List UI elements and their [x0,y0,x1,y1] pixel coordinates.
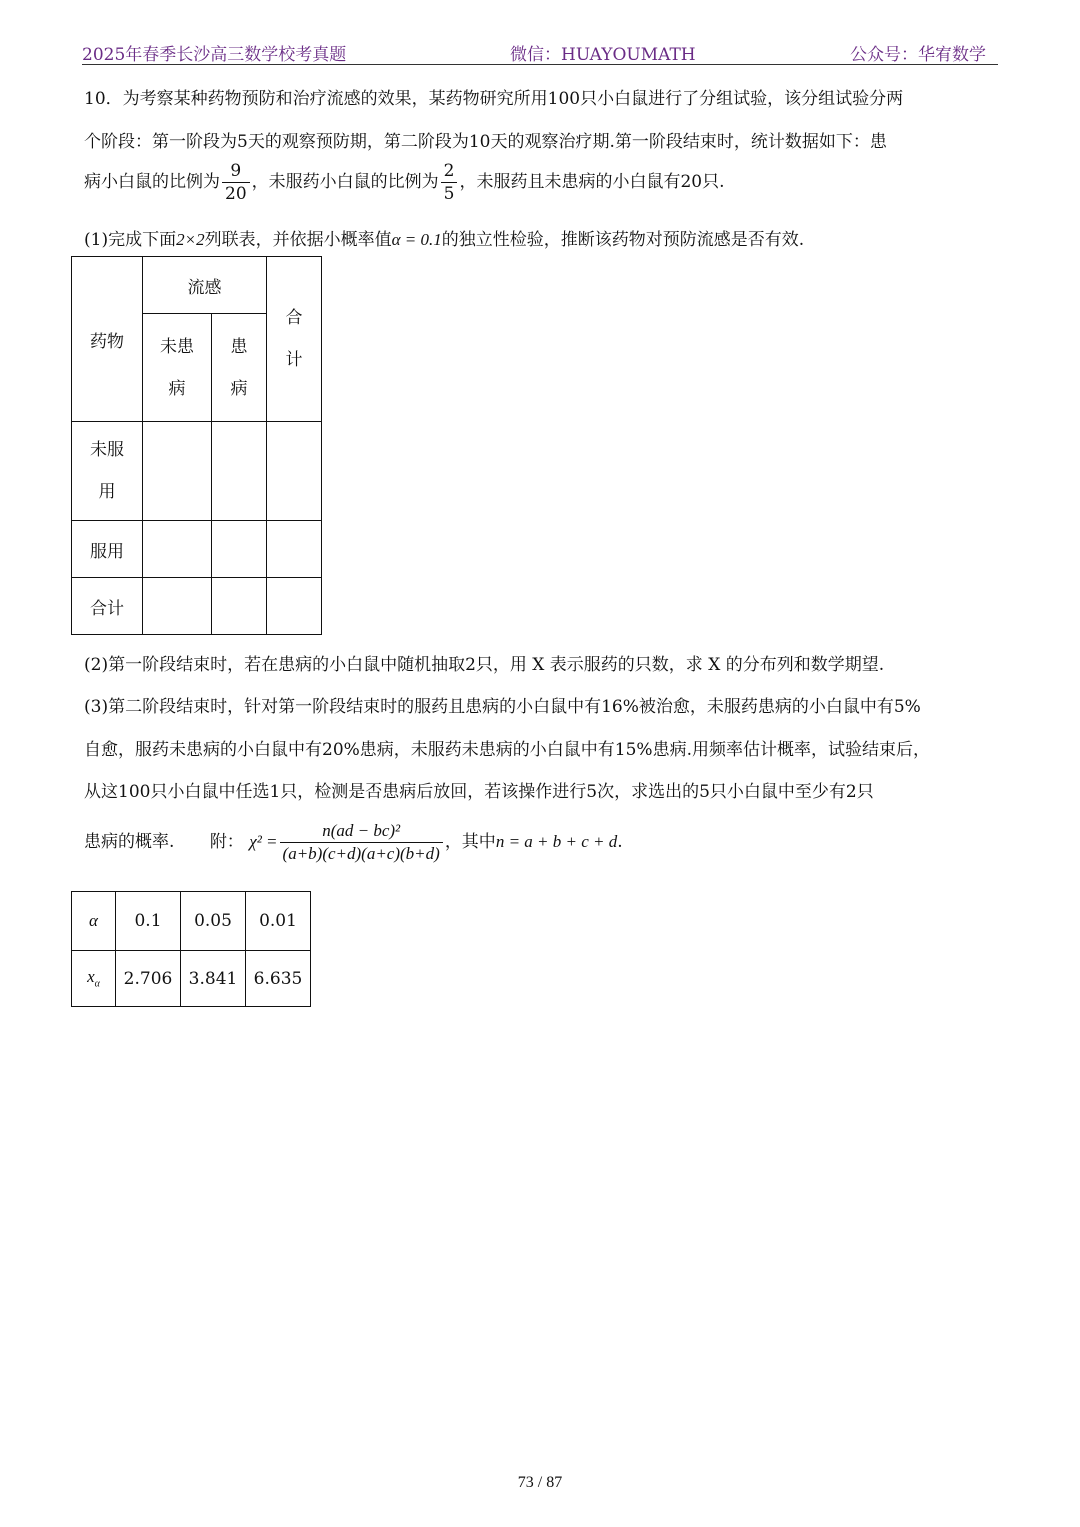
chi-tail-a: ，其中 [444,832,496,852]
cell-row-total: 合计 [72,578,143,635]
alpha-value: 0.01 [246,892,311,951]
critical-value-table [71,891,311,1007]
empty-cell [267,521,322,578]
row1-2: 用 [98,482,116,502]
line3-text-a: 病小白鼠的比例为 [84,172,220,192]
x-subscript: α [94,978,100,990]
part1-text-e: 的独立性检验，推断该药物对预防流感是否有效. [441,230,805,250]
x-label: x [87,967,95,987]
fraction-9-20 [222,160,250,205]
critical-value: 2.706 [116,951,181,1007]
part1-text-a: (1)完成下面 [84,230,177,250]
line3-text-b: ，未服药小白鼠的比例为 [251,172,439,192]
sick-1: 患 [230,336,248,357]
cell-flu: 流感 [143,257,267,314]
chi-denominator: (a+b)(c+d)(a+c)(b+d) [282,844,440,863]
part1-2x2: 2×2 [176,230,205,249]
part3-line-4: 患病的概率. [84,832,175,852]
cell-x-alpha-label [72,951,116,1007]
total-1: 合 [285,308,303,328]
frac1-num: 9 [222,160,250,183]
part1-alpha: α = 0.1 [391,230,442,249]
header-wechat: 微信：HUAYOUMATH [510,45,696,65]
alpha-value: 0.05 [181,892,246,951]
frac1-den: 20 [225,184,247,204]
appendix-label: 附： [209,832,244,852]
header-account: 公众号：华宥数学 [850,45,986,65]
problem-line-3 [84,160,725,205]
header-title: 2025年春季长沙高三数学校考真题 [82,45,347,65]
part-2: (2)第一阶段结束时，若在患病的小白鼠中随机抽取2只，用 X 表示服药的只数，求 X 的分布列和数学期望. [84,655,885,675]
empty-cell [143,578,212,635]
cell-not-sick [143,314,212,422]
critical-value: 6.635 [246,951,311,1007]
line3-text-c: ，未服药且未患病的小白鼠有20只. [459,172,725,192]
total-2: 计 [285,350,303,370]
page-header [82,36,998,65]
cell-drug: 药物 [72,257,143,422]
frac2-num: 2 [441,160,458,183]
empty-cell [143,521,212,578]
page-number: 73 / 87 [517,1474,563,1491]
empty-cell [267,578,322,635]
problem-line-1: 10．为考察某种药物预防和治疗流感的效果，某药物研究所用100只小白鼠进行了分组试验，该分组试验分两 [84,89,904,109]
cell-row-untreated [72,422,143,521]
cell-alpha-label: α [72,892,116,951]
part-3-line-2: 自愈，服药未患病的小白鼠中有20%患病，未服药未患病的小白鼠中有15%患病.用频率估计概率，试验结束后， [84,740,930,760]
part-3-line-3: 从这100只小白鼠中任选1只，检测是否患病后放回，若该操作进行5次，求选出的5只小白鼠中至少有2只 [84,782,874,802]
part1-text-c: 列联表，并依据小概率值 [204,230,392,250]
chi-square-lhs: χ² = [249,832,278,851]
cell-row-treated: 服用 [72,521,143,578]
critical-value: 3.841 [181,951,246,1007]
empty-cell [212,521,267,578]
part-3-line-1: (3)第二阶段结束时，针对第一阶段结束时的服药且患病的小白鼠中有16%被治愈，未服药患病的小白鼠中有5% [84,697,921,717]
frac2-den: 5 [443,184,455,204]
empty-cell [212,578,267,635]
sick-2: 病 [230,378,248,399]
empty-cell [143,422,212,521]
alpha-value: 0.1 [116,892,181,951]
appendix-formula [84,820,623,865]
chi-square-fraction [280,820,443,865]
cell-sick [212,314,267,422]
chi-tail-n: n = a + b + c + d [495,832,618,851]
not-sick-1: 未患 [160,336,194,357]
empty-cell [267,422,322,521]
part-1 [84,225,804,250]
cell-total-header [267,257,322,422]
problem-line-2: 个阶段：第一阶段为5天的观察预防期，第二阶段为10天的观察治疗期.第一阶段结束时，统计数据如下：患 [84,132,887,152]
fraction-2-5 [441,160,458,205]
empty-cell [212,422,267,521]
contingency-table [71,256,322,635]
not-sick-2: 病 [168,378,186,399]
chi-tail-c: . [617,832,623,852]
chi-numerator: n(ad − bc)² [280,820,443,843]
row1-1: 未服 [90,440,124,460]
